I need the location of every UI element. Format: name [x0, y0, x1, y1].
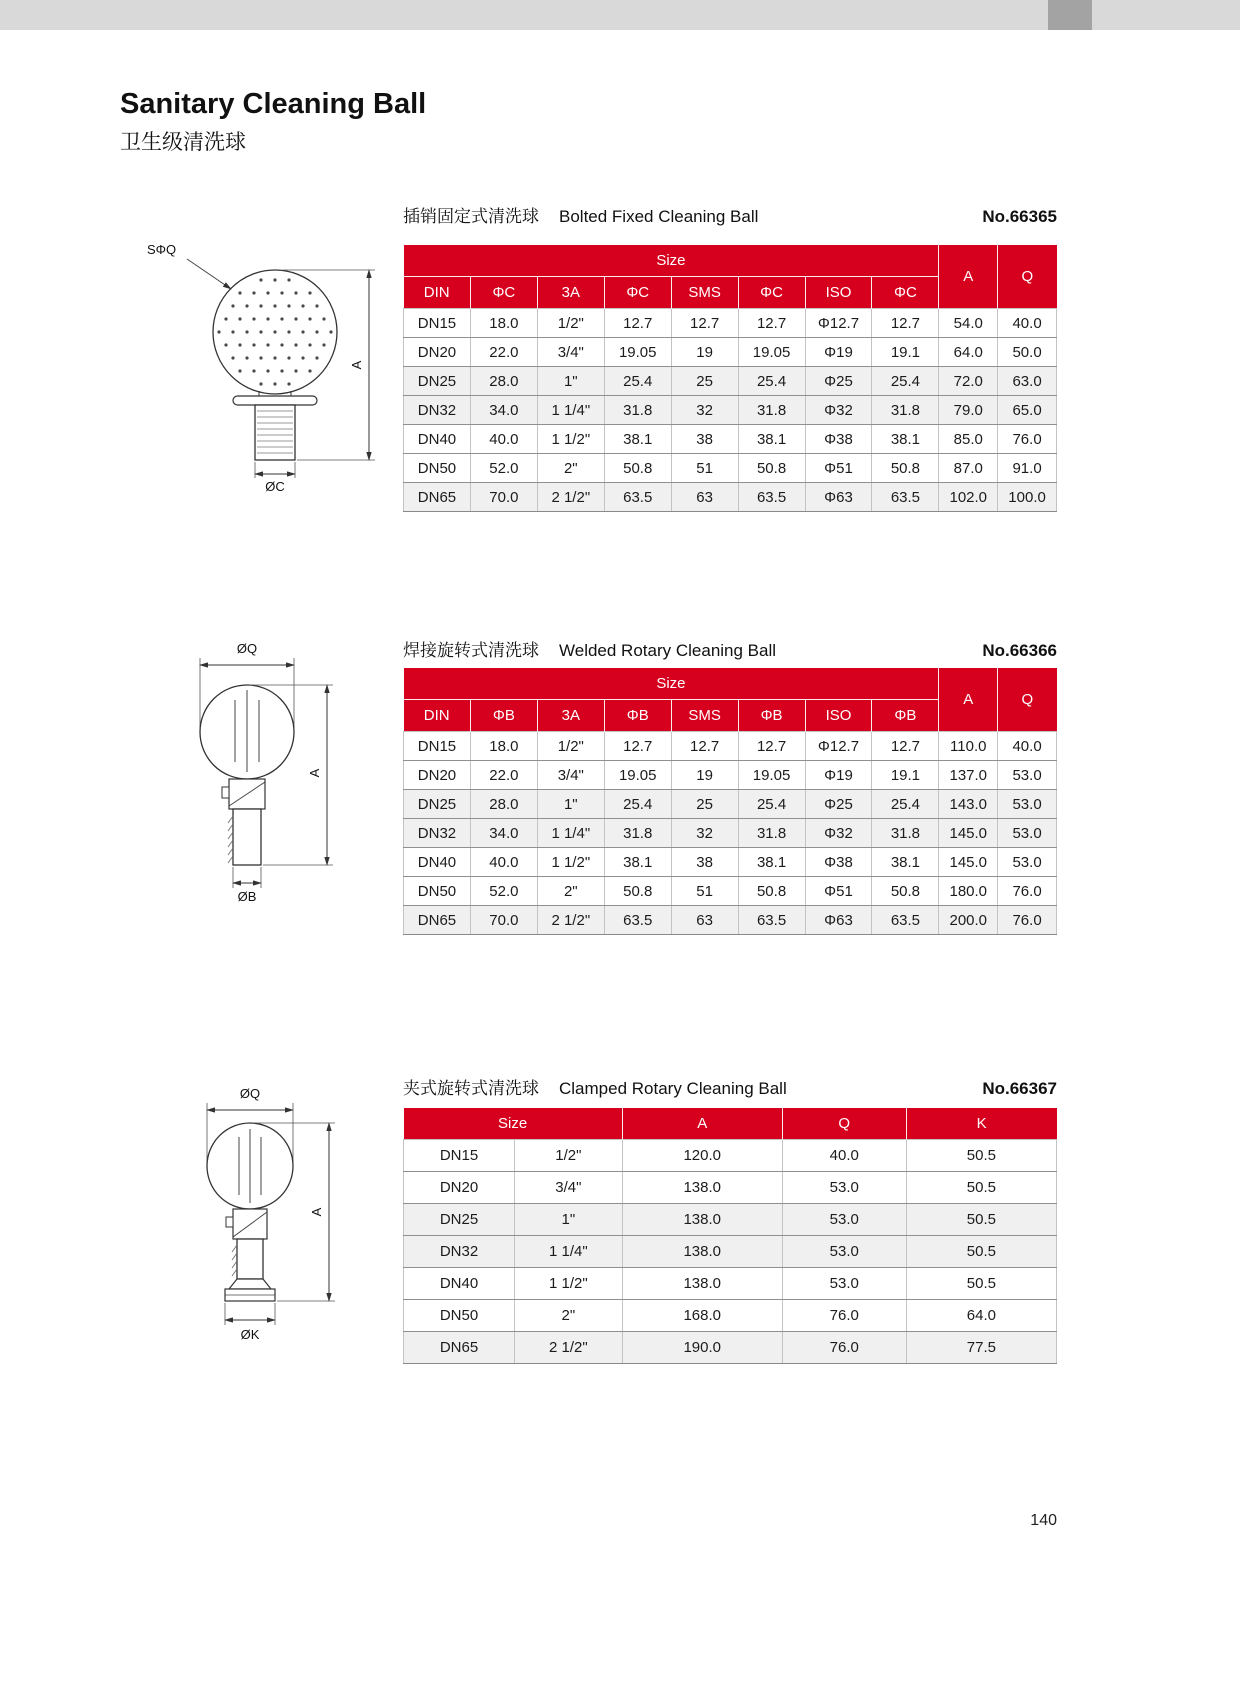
joint-pin — [222, 787, 229, 798]
spec-table — [403, 245, 1057, 512]
section-3-title — [403, 1074, 1057, 1099]
table-cell: 76.0 — [998, 425, 1057, 454]
section-2-part-number: No.66366 — [982, 641, 1057, 660]
table-cell: 64.0 — [939, 338, 998, 367]
table-cell: 143.0 — [939, 790, 998, 819]
table-cell: Φ38 — [805, 848, 872, 877]
table-cell: 76.0 — [782, 1300, 906, 1332]
column-header: A — [939, 668, 998, 732]
diagram-3-right-dimension-label: A — [309, 1207, 324, 1217]
section-1-title — [403, 202, 1057, 227]
table-cell: 40.0 — [782, 1140, 906, 1172]
table-cell: 25.4 — [604, 367, 671, 396]
table-cell: 12.7 — [872, 309, 939, 338]
table-cell: 51 — [671, 877, 738, 906]
size-header: Size — [404, 245, 939, 277]
bolt-pin — [233, 396, 317, 405]
table-cell: 138.0 — [622, 1172, 782, 1204]
section-1-table-container — [403, 245, 1057, 512]
table-row — [404, 1204, 1057, 1236]
column-header: ISO — [805, 700, 872, 732]
table-row — [404, 790, 1057, 819]
section-2-title — [403, 636, 1057, 661]
table-cell: 138.0 — [622, 1236, 782, 1268]
table-cell: 2 1/2" — [515, 1332, 623, 1364]
column-header: ΦC — [738, 277, 805, 309]
section-3-table-container — [403, 1108, 1057, 1364]
column-header: ΦB — [604, 700, 671, 732]
section-1-title-cn: 插销固定式清洗球 — [403, 207, 539, 226]
table-cell: DN25 — [404, 790, 471, 819]
table-cell: 53.0 — [998, 819, 1057, 848]
table-cell: 72.0 — [939, 367, 998, 396]
table-cell: 85.0 — [939, 425, 998, 454]
table-cell: 38.1 — [738, 848, 805, 877]
table-cell: Φ32 — [805, 396, 872, 425]
table-cell: 52.0 — [470, 454, 537, 483]
table-cell: 25.4 — [738, 790, 805, 819]
table-cell: 100.0 — [998, 483, 1057, 512]
table-cell: 63.5 — [738, 906, 805, 935]
table-cell: 40.0 — [470, 848, 537, 877]
table-cell: 2" — [515, 1300, 623, 1332]
table-cell: 53.0 — [998, 790, 1057, 819]
table-cell: DN25 — [404, 1204, 515, 1236]
table-cell: 2 1/2" — [537, 906, 604, 935]
table-cell: 22.0 — [470, 761, 537, 790]
table-cell: 19.1 — [872, 761, 939, 790]
table-cell: 51 — [671, 454, 738, 483]
table-cell: 31.8 — [604, 396, 671, 425]
table-cell: 19 — [671, 338, 738, 367]
table-cell: 50.5 — [906, 1204, 1056, 1236]
table-cell: 1" — [537, 790, 604, 819]
table-cell: 63 — [671, 906, 738, 935]
page-title: Sanitary Cleaning Ball — [120, 88, 427, 120]
table-row — [404, 761, 1057, 790]
table-cell: 2 1/2" — [537, 483, 604, 512]
section-3-title-cn: 夹式旋转式清洗球 — [403, 1079, 539, 1098]
table-cell: 12.7 — [604, 309, 671, 338]
table-cell: Φ19 — [805, 761, 872, 790]
table-cell: 1" — [537, 367, 604, 396]
table-cell: Φ51 — [805, 454, 872, 483]
weld-stem — [233, 809, 261, 865]
table-cell: 32 — [671, 819, 738, 848]
column-header: Q — [782, 1108, 906, 1140]
table-cell: 31.8 — [872, 396, 939, 425]
section-3-part-number: No.66367 — [982, 1079, 1057, 1098]
table-cell: 52.0 — [470, 877, 537, 906]
table-cell: 200.0 — [939, 906, 998, 935]
table-cell: 18.0 — [470, 309, 537, 338]
diagram-2-bottom-dimension-label: ØB — [237, 889, 257, 904]
table-cell: 31.8 — [738, 396, 805, 425]
table-row — [404, 819, 1057, 848]
table-cell: Φ25 — [805, 790, 872, 819]
table-cell: 3/4" — [537, 761, 604, 790]
table-cell: Φ32 — [805, 819, 872, 848]
table-row — [404, 1236, 1057, 1268]
section-1-part-number: No.66365 — [982, 207, 1057, 226]
table-cell: 50.8 — [738, 454, 805, 483]
column-header: ISO — [805, 277, 872, 309]
table-cell: 50.5 — [906, 1268, 1056, 1300]
table-cell: 50.8 — [604, 454, 671, 483]
table-cell: DN65 — [404, 906, 471, 935]
table-cell: 38.1 — [738, 425, 805, 454]
table-cell: 1/2" — [515, 1140, 623, 1172]
table-cell: 138.0 — [622, 1204, 782, 1236]
table-cell: 12.7 — [872, 732, 939, 761]
diagram-3-bottom-dimension-label: ØK — [240, 1327, 260, 1342]
spec-table — [403, 668, 1057, 935]
column-header: SMS — [671, 700, 738, 732]
table-row — [404, 1140, 1057, 1172]
table-cell: 19 — [671, 761, 738, 790]
table-cell: 137.0 — [939, 761, 998, 790]
table-cell: 63 — [671, 483, 738, 512]
table-cell: DN20 — [404, 338, 471, 367]
column-header: ΦB — [470, 700, 537, 732]
table-cell: Φ51 — [805, 877, 872, 906]
table-cell: 12.7 — [738, 309, 805, 338]
table-cell: DN50 — [404, 454, 471, 483]
table-cell: DN65 — [404, 483, 471, 512]
table-cell: 34.0 — [470, 396, 537, 425]
section-2-table-container — [403, 668, 1057, 935]
table-cell: Φ25 — [805, 367, 872, 396]
table-row — [404, 396, 1057, 425]
table-cell: DN15 — [404, 732, 471, 761]
table-cell: 138.0 — [622, 1268, 782, 1300]
table-cell: 1 1/4" — [515, 1236, 623, 1268]
column-header: DIN — [404, 700, 471, 732]
table-cell: 63.5 — [872, 483, 939, 512]
table-cell: 34.0 — [470, 819, 537, 848]
table-row — [404, 309, 1057, 338]
diagram-welded-rotary-ball — [185, 640, 355, 932]
table-cell: 50.8 — [604, 877, 671, 906]
section-2-title-en: Welded Rotary Cleaning Ball — [559, 641, 777, 660]
table-cell: 53.0 — [782, 1172, 906, 1204]
column-header: Q — [998, 245, 1057, 309]
column-header: ΦB — [872, 700, 939, 732]
weld-hatch-lines — [228, 816, 233, 863]
table-cell: 190.0 — [622, 1332, 782, 1364]
table-cell: 53.0 — [782, 1236, 906, 1268]
table-cell: 50.8 — [872, 877, 939, 906]
table-cell: 12.7 — [738, 732, 805, 761]
table-cell: 1/2" — [537, 732, 604, 761]
table-cell: 180.0 — [939, 877, 998, 906]
table-cell: 3/4" — [515, 1172, 623, 1204]
threaded-stem — [255, 405, 295, 460]
size-header: Size — [404, 1108, 623, 1140]
column-header: ΦC — [604, 277, 671, 309]
table-row — [404, 483, 1057, 512]
table-cell: Φ19 — [805, 338, 872, 367]
table-cell: 28.0 — [470, 790, 537, 819]
table-row — [404, 338, 1057, 367]
table-row — [404, 425, 1057, 454]
table-cell: 64.0 — [906, 1300, 1056, 1332]
table-cell: 40.0 — [470, 425, 537, 454]
diagram-2-top-dimension-label: ØQ — [236, 641, 258, 656]
table-cell: Φ12.7 — [805, 732, 872, 761]
table-cell: 53.0 — [782, 1204, 906, 1236]
table-cell: 12.7 — [604, 732, 671, 761]
table-cell: DN20 — [404, 761, 471, 790]
table-cell: Φ12.7 — [805, 309, 872, 338]
ball-slot-lines — [239, 1129, 261, 1203]
column-header: Q — [998, 668, 1057, 732]
table-cell: 63.5 — [872, 906, 939, 935]
table-cell: 38.1 — [872, 425, 939, 454]
table-cell: DN32 — [404, 396, 471, 425]
table-cell: 53.0 — [998, 761, 1057, 790]
stem — [237, 1239, 263, 1279]
table-cell: 63.5 — [738, 483, 805, 512]
table-cell: DN25 — [404, 367, 471, 396]
diagram-1-right-dimension-label: A — [349, 360, 364, 370]
table-cell: DN32 — [404, 819, 471, 848]
table-cell: 110.0 — [939, 732, 998, 761]
top-bar — [0, 0, 1240, 30]
table-cell: DN40 — [404, 1268, 515, 1300]
section-2-title-cn: 焊接旋转式清洗球 — [403, 641, 539, 660]
table-row — [404, 1172, 1057, 1204]
column-header: K — [906, 1108, 1056, 1140]
table-cell: 25 — [671, 790, 738, 819]
joint-pin — [226, 1217, 233, 1227]
table-row — [404, 367, 1057, 396]
table-cell: 50.5 — [906, 1172, 1056, 1204]
table-cell: DN50 — [404, 877, 471, 906]
table-cell: 168.0 — [622, 1300, 782, 1332]
table-cell: 70.0 — [470, 483, 537, 512]
ball-slot-lines — [235, 690, 259, 772]
table-cell: 145.0 — [939, 819, 998, 848]
diagram-1-bottom-dimension-label: ØC — [265, 479, 285, 494]
table-row — [404, 877, 1057, 906]
table-cell: 2" — [537, 877, 604, 906]
table-cell: 145.0 — [939, 848, 998, 877]
table-cell: 40.0 — [998, 732, 1057, 761]
table-cell: 65.0 — [998, 396, 1057, 425]
page-subtitle-cn: 卫生级清洗球 — [120, 131, 246, 154]
spec-table — [403, 1108, 1057, 1364]
table-cell: Φ63 — [805, 906, 872, 935]
table-row — [404, 732, 1057, 761]
table-cell: 87.0 — [939, 454, 998, 483]
table-cell: 25.4 — [872, 790, 939, 819]
table-cell: 76.0 — [782, 1332, 906, 1364]
table-cell: 38 — [671, 848, 738, 877]
table-cell: 31.8 — [872, 819, 939, 848]
table-cell: 70.0 — [470, 906, 537, 935]
section-3-title-en: Clamped Rotary Cleaning Ball — [559, 1079, 787, 1098]
table-cell: 19.05 — [738, 761, 805, 790]
table-cell: 1/2" — [537, 309, 604, 338]
table-cell: 63.0 — [998, 367, 1057, 396]
column-header: 3A — [537, 700, 604, 732]
table-cell: 63.5 — [604, 483, 671, 512]
table-cell: 19.05 — [738, 338, 805, 367]
table-cell: 38.1 — [872, 848, 939, 877]
table-cell: 12.7 — [671, 309, 738, 338]
table-cell: 54.0 — [939, 309, 998, 338]
table-cell: 25 — [671, 367, 738, 396]
table-cell: 19.1 — [872, 338, 939, 367]
table-cell: 50.8 — [872, 454, 939, 483]
table-row — [404, 1268, 1057, 1300]
table-cell: 50.5 — [906, 1236, 1056, 1268]
table-cell: 38.1 — [604, 425, 671, 454]
column-header: A — [939, 245, 998, 309]
table-cell: 40.0 — [998, 309, 1057, 338]
table-row — [404, 906, 1057, 935]
page-number: 140 — [1030, 1512, 1057, 1529]
table-cell: DN15 — [404, 309, 471, 338]
table-row — [404, 848, 1057, 877]
top-bar-accent-block — [1048, 0, 1092, 30]
table-cell: 53.0 — [998, 848, 1057, 877]
table-cell: 31.8 — [738, 819, 805, 848]
table-cell: 1 1/4" — [537, 819, 604, 848]
table-cell: 22.0 — [470, 338, 537, 367]
table-cell: 77.5 — [906, 1332, 1056, 1364]
table-cell: 25.4 — [872, 367, 939, 396]
table-cell: 63.5 — [604, 906, 671, 935]
table-cell: 25.4 — [738, 367, 805, 396]
diagram-1-top-dimension-label: SΦQ — [147, 242, 177, 257]
table-cell: 53.0 — [782, 1268, 906, 1300]
table-cell: DN50 — [404, 1300, 515, 1332]
column-header: ΦB — [738, 700, 805, 732]
table-row — [404, 1332, 1057, 1364]
size-header: Size — [404, 668, 939, 700]
table-cell: 28.0 — [470, 367, 537, 396]
table-cell: Φ63 — [805, 483, 872, 512]
table-cell: DN32 — [404, 1236, 515, 1268]
table-cell: DN20 — [404, 1172, 515, 1204]
column-header: A — [622, 1108, 782, 1140]
table-cell: 50.5 — [906, 1140, 1056, 1172]
weld-hatch-lines-2 — [232, 1245, 237, 1276]
table-cell: 38 — [671, 425, 738, 454]
table-cell: 79.0 — [939, 396, 998, 425]
table-cell: 120.0 — [622, 1140, 782, 1172]
table-row — [404, 454, 1057, 483]
table-cell: 12.7 — [671, 732, 738, 761]
ball-perforation-dots — [217, 278, 332, 385]
table-cell: 3/4" — [537, 338, 604, 367]
table-cell: DN40 — [404, 848, 471, 877]
table-cell: 1 1/4" — [537, 396, 604, 425]
table-cell: 1 1/2" — [515, 1268, 623, 1300]
column-header: DIN — [404, 277, 471, 309]
table-cell: 19.05 — [604, 761, 671, 790]
table-cell: 19.05 — [604, 338, 671, 367]
table-cell: 1 1/2" — [537, 848, 604, 877]
table-cell: 31.8 — [604, 819, 671, 848]
diagram-bolted-fixed-ball — [135, 232, 395, 494]
table-cell: 50.8 — [738, 877, 805, 906]
table-cell: 1 1/2" — [537, 425, 604, 454]
table-cell: 38.1 — [604, 848, 671, 877]
diagram-2-right-dimension-label: A — [307, 768, 322, 778]
table-row — [404, 1300, 1057, 1332]
table-cell: 102.0 — [939, 483, 998, 512]
column-header: SMS — [671, 277, 738, 309]
table-cell: DN40 — [404, 425, 471, 454]
table-cell: 1" — [515, 1204, 623, 1236]
diagram-3-top-dimension-label: ØQ — [239, 1086, 261, 1101]
column-header: ΦC — [470, 277, 537, 309]
table-cell: 2" — [537, 454, 604, 483]
table-cell: DN15 — [404, 1140, 515, 1172]
table-cell: 18.0 — [470, 732, 537, 761]
table-cell: 76.0 — [998, 906, 1057, 935]
leader-line — [187, 259, 231, 289]
table-cell: 76.0 — [998, 877, 1057, 906]
table-cell: 32 — [671, 396, 738, 425]
column-header: ΦC — [872, 277, 939, 309]
table-cell: 91.0 — [998, 454, 1057, 483]
table-cell: Φ38 — [805, 425, 872, 454]
table-cell: 50.0 — [998, 338, 1057, 367]
table-cell: 25.4 — [604, 790, 671, 819]
section-1-title-en: Bolted Fixed Cleaning Ball — [559, 207, 759, 226]
table-cell: DN65 — [404, 1332, 515, 1364]
column-header: 3A — [537, 277, 604, 309]
diagram-clamped-rotary-ball — [185, 1085, 360, 1351]
ferrule-flare — [229, 1279, 271, 1289]
